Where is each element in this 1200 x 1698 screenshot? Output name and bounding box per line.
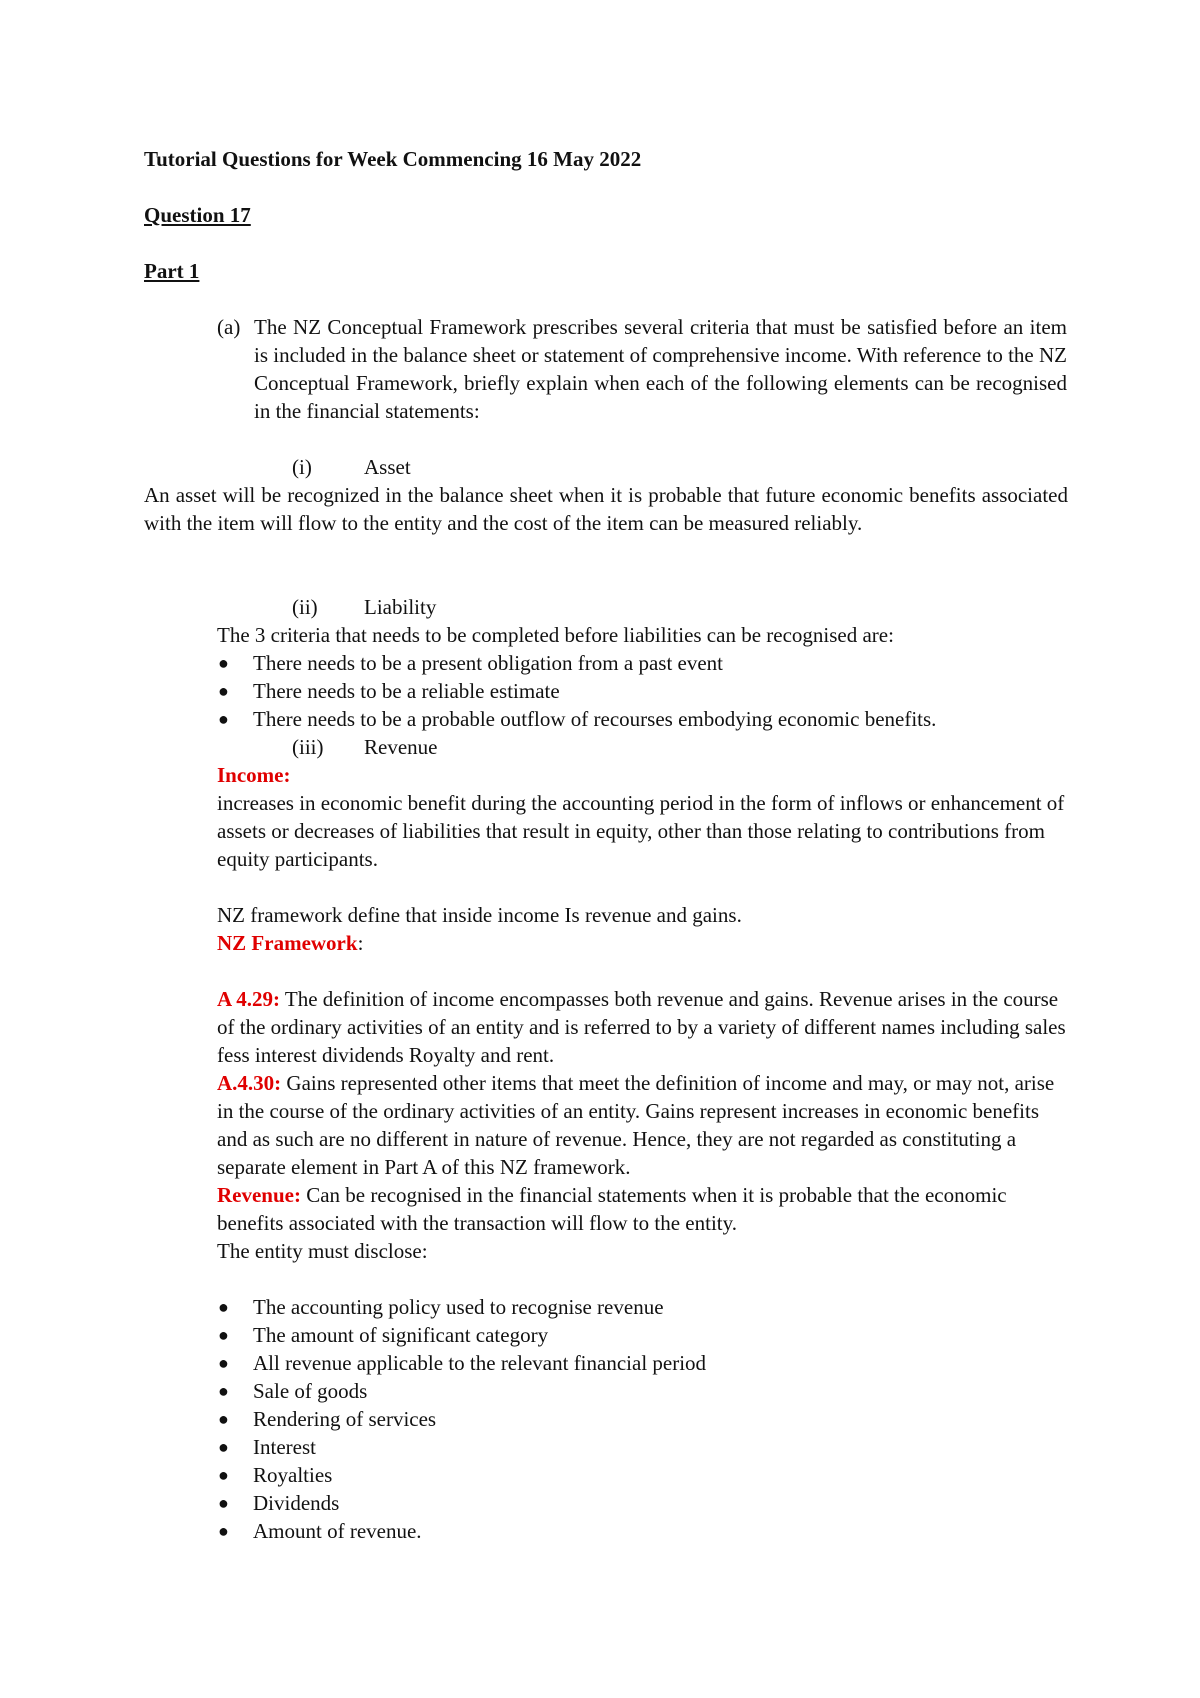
sub-item-liability — [292, 593, 436, 621]
sub-item-asset-number: (i) — [292, 455, 312, 479]
framework-heading — [217, 929, 1067, 957]
disclosure-list — [217, 1293, 1067, 1545]
list-item: ● Amount of revenue. — [218, 1519, 422, 1543]
bullet-icon: ● — [218, 681, 229, 701]
list-item: ● Rendering of services — [218, 1407, 437, 1431]
bullet-icon: ● — [218, 1409, 229, 1429]
income-label: Income: — [217, 763, 291, 787]
a429-text: The definition of income encompasses both revenue and gains. Revenue arises in the course of the ordinary activities of an entity and is referred to by a variety of different names including sales fess interest dividends Royalty and rent. — [217, 987, 1066, 1067]
a429-label: A 4.29: — [217, 987, 280, 1011]
liability-intro: The 3 criteria that needs to be completed before liabilities can be recognised are: — [217, 623, 894, 647]
bullet-icon: ● — [218, 1465, 229, 1485]
list-item: ● There needs to be a reliable estimate — [218, 679, 560, 703]
paragraph-a429 — [217, 985, 1067, 1069]
list-item: ● The accounting policy used to recognise revenue — [218, 1295, 664, 1319]
sub-item-liability-label: Liability — [364, 595, 437, 619]
paragraph-a430 — [217, 1069, 1067, 1181]
bullet-icon: ● — [218, 1353, 229, 1373]
framework-paragraphs — [217, 985, 1067, 1265]
question-a-text: The NZ Conceptual Framework prescribes several criteria that must be satisfied before an item is included in the balance sheet or statement of comprehensive income. With reference to the NZ Conceptual Framework, briefly explain when each of the following elements can be recognised in the financial statements: — [254, 315, 1067, 423]
question-a — [217, 313, 1067, 425]
revenue-label: Revenue: — [217, 1183, 301, 1207]
bullet-icon: ● — [218, 709, 229, 729]
part-heading: Part 1 — [144, 259, 200, 283]
a430-text: Gains represented other items that meet the definition of income and may, or may not, arise in the course of the ordinary activities of an entity. Gains represent increases in economic benefits and as such are no different in nature of revenue. Hence, they are not regarded as constituting a separate element in Part A of this NZ framework. — [217, 1071, 1055, 1179]
sub-item-liability-number: (ii) — [292, 595, 318, 619]
revenue-text: Can be recognised in the financial statements when it is probable that the economic benefits associated with the transaction will flow to the entity. — [217, 1183, 1007, 1235]
framework-section — [217, 901, 1067, 957]
question-a-marker: (a) — [217, 315, 241, 339]
bullet-icon: ● — [218, 653, 229, 673]
list-item: ● Sale of goods — [218, 1379, 368, 1403]
bullet-icon: ● — [218, 1437, 229, 1457]
list-item: ● Interest — [218, 1435, 316, 1459]
list-item: ● Dividends — [218, 1491, 340, 1515]
liability-criteria-list — [217, 649, 1067, 733]
bullet-icon: ● — [218, 1297, 229, 1317]
a430-label: A.4.30: — [217, 1071, 282, 1095]
income-definition — [217, 761, 1067, 873]
bullet-icon: ● — [218, 1493, 229, 1513]
list-item: ● There needs to be a present obligation from a past event — [218, 651, 723, 675]
sub-item-asset — [292, 453, 411, 481]
bullet-icon: ● — [218, 1381, 229, 1401]
list-item: ● There needs to be a probable outflow of recourses embodying economic benefits. — [218, 707, 937, 731]
list-item: ● Royalties — [218, 1463, 333, 1487]
list-item: ● All revenue applicable to the relevant financial period — [218, 1351, 707, 1375]
question-heading: Question 17 — [144, 203, 251, 227]
disclose-intro: The entity must disclose: — [217, 1239, 428, 1263]
bullet-icon: ● — [218, 1521, 229, 1541]
paragraph-revenue — [217, 1181, 1067, 1237]
sub-item-asset-label: Asset — [364, 455, 411, 479]
document-title: Tutorial Questions for Week Commencing 16 May 2022 — [144, 147, 642, 171]
sub-item-revenue-number: (iii) — [292, 735, 324, 759]
framework-colon: : — [357, 931, 364, 955]
list-item: ● The amount of significant category — [218, 1323, 549, 1347]
bullet-icon: ● — [218, 1325, 229, 1345]
sub-item-revenue — [292, 733, 437, 761]
income-text: increases in economic benefit during the accounting period in the form of inflows or enhancement of assets or decreases of liabilities that result in equity, other than those relating to contributions from equity participants. — [217, 791, 1065, 871]
framework-label: NZ Framework — [217, 931, 358, 955]
asset-answer: An asset will be recognized in the balance sheet when it is probable that future economic benefits associated with the item will flow to the entity and the cost of the item can be measured reliably. — [144, 483, 1068, 535]
framework-sentence: NZ framework define that inside income Is revenue and gains. — [217, 903, 742, 927]
sub-item-revenue-label: Revenue — [364, 735, 438, 759]
